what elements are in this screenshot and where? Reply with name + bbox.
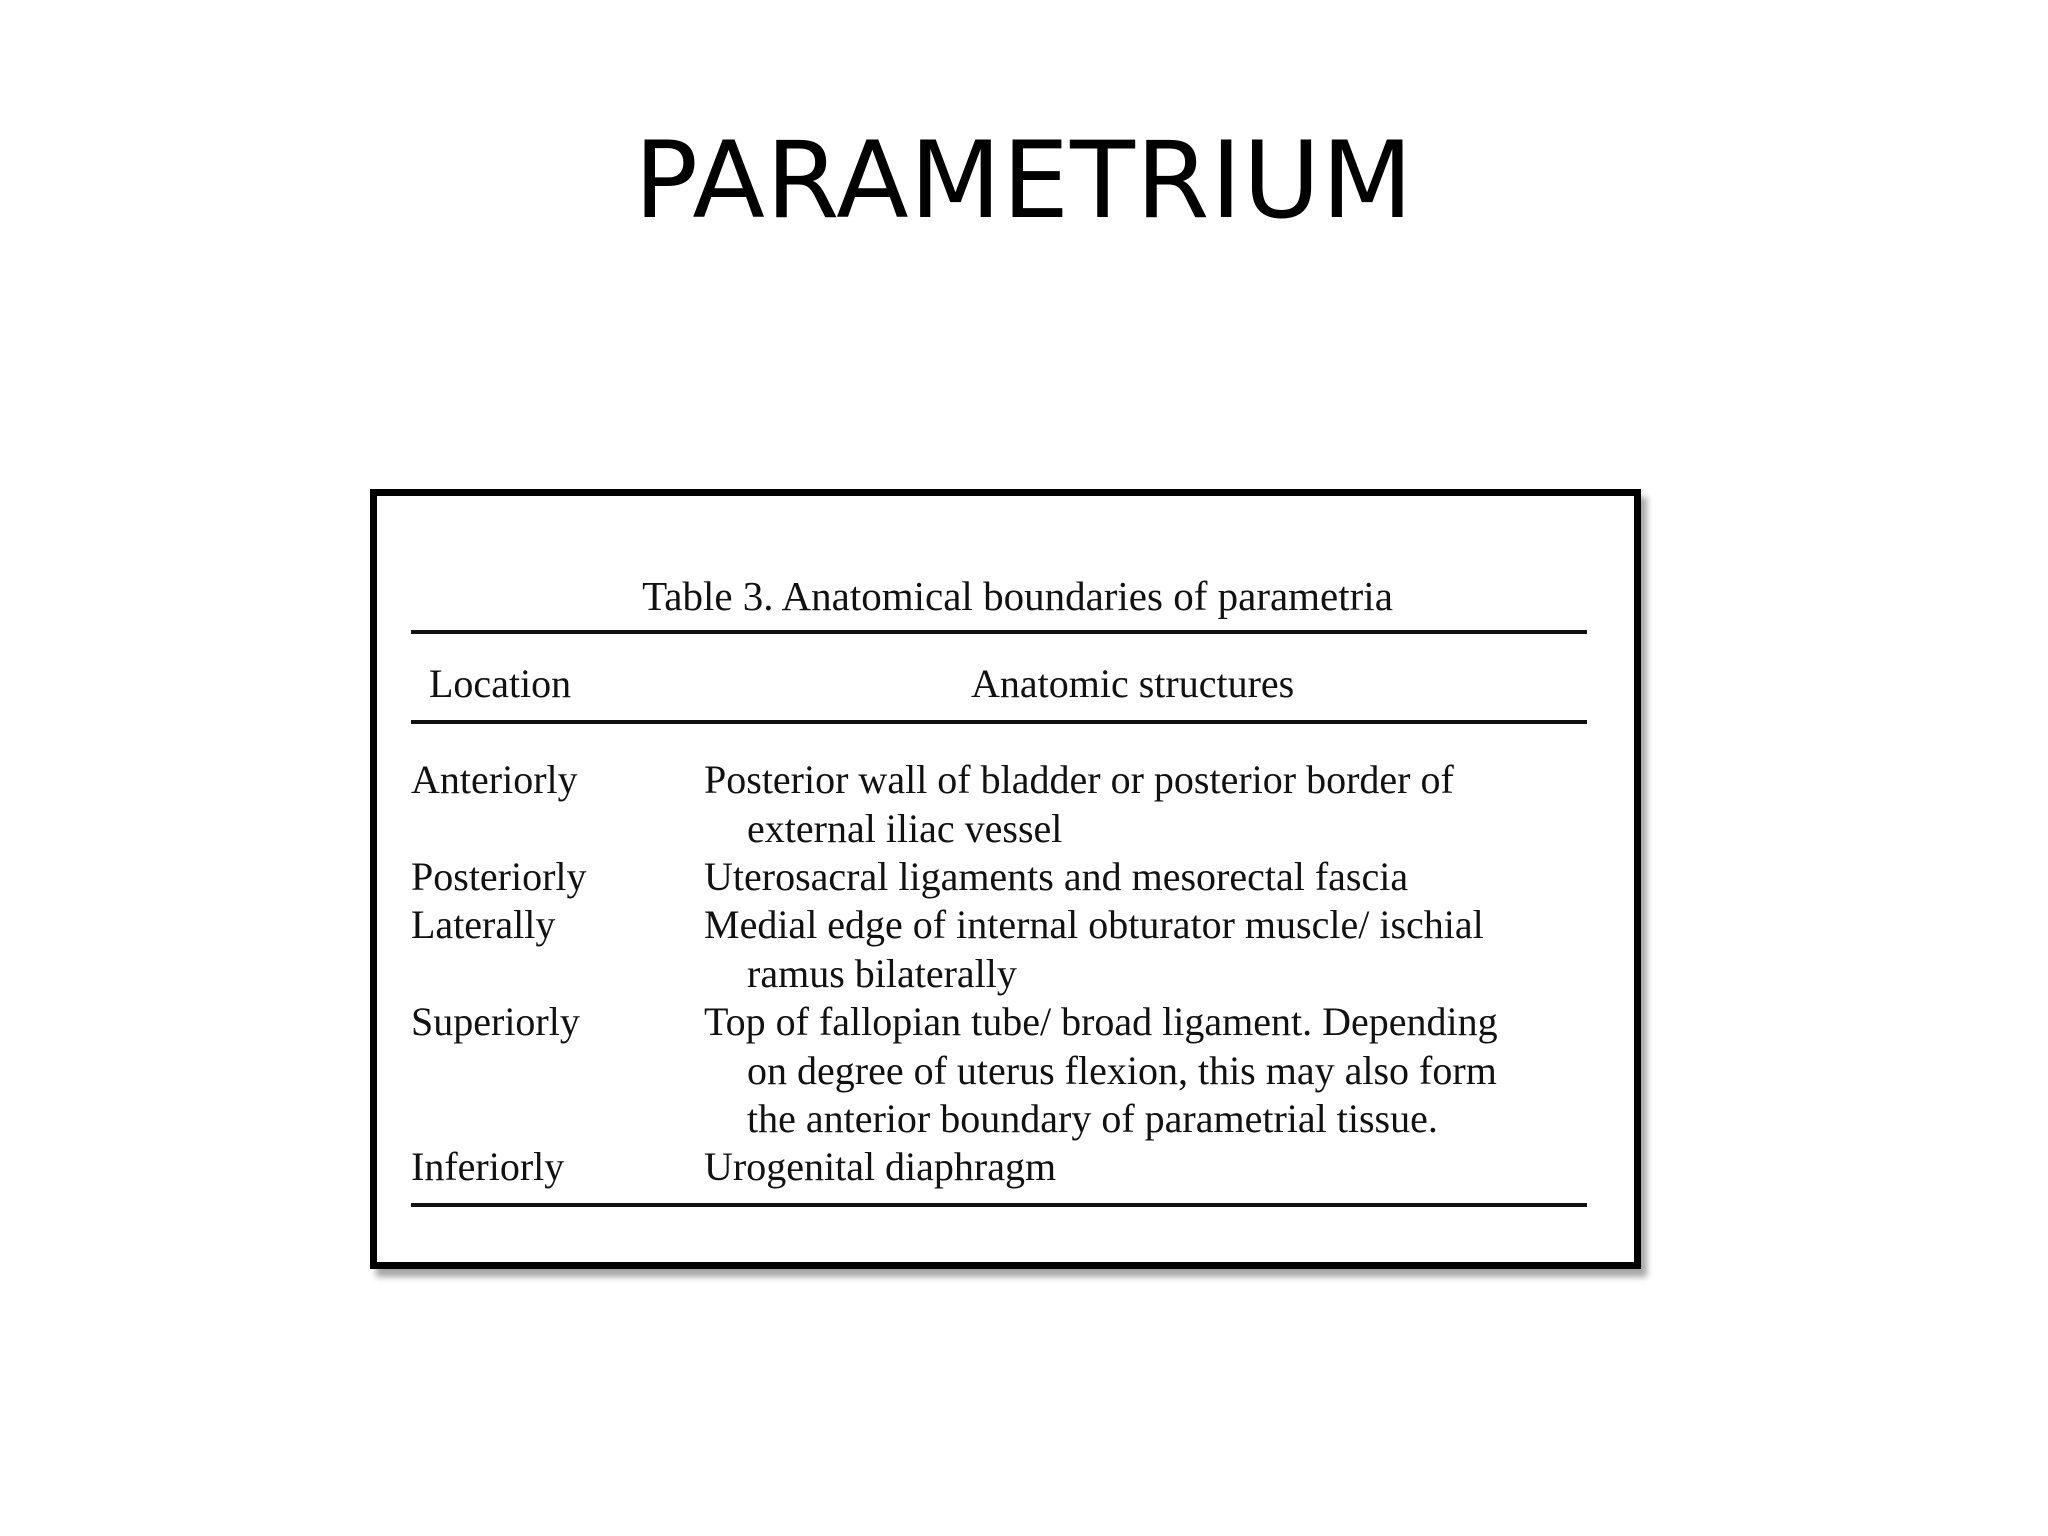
structure-line: Uterosacral ligaments and mesorectal fascia xyxy=(704,854,1409,899)
structure-line: on degree of uterus flexion, this may also form xyxy=(747,1047,1497,1093)
row-location: Inferiorly xyxy=(411,1144,565,1189)
slide-title: PARAMETRIUM xyxy=(634,119,1414,242)
structure-line: ramus bilaterally xyxy=(747,950,1017,996)
structure-line: Medial edge of internal obturator muscle/ ischial xyxy=(704,902,1484,947)
row-structure xyxy=(704,853,1584,902)
table-frame xyxy=(370,489,1641,1269)
structure-line: Posterior wall of bladder or posterior border of xyxy=(704,757,1454,802)
row-location: Posteriorly xyxy=(411,854,587,899)
table-top-rule xyxy=(411,630,1587,634)
column-header-location: Location xyxy=(429,661,572,706)
table-header-rule xyxy=(411,720,1587,724)
table-caption: Table 3. Anatomical boundaries of parametria xyxy=(642,573,1393,619)
structure-line: the anterior boundary of parametrial tissue. xyxy=(747,1096,1438,1141)
column-header-structures: Anatomic structures xyxy=(971,661,1295,706)
structure-line: external iliac vessel xyxy=(747,805,1063,851)
structure-line: Top of fallopian tube/ broad ligament. Depending xyxy=(704,999,1498,1044)
structure-line: Urogenital diaphragm xyxy=(704,1144,1057,1189)
row-structure xyxy=(704,1143,1584,1192)
row-location: Anteriorly xyxy=(411,757,578,802)
row-structure xyxy=(704,756,1584,853)
row-location: Superiorly xyxy=(411,999,580,1044)
row-structure xyxy=(704,998,1584,1144)
row-structure xyxy=(704,901,1584,998)
table-bottom-rule xyxy=(411,1203,1587,1207)
row-location: Laterally xyxy=(411,902,556,947)
